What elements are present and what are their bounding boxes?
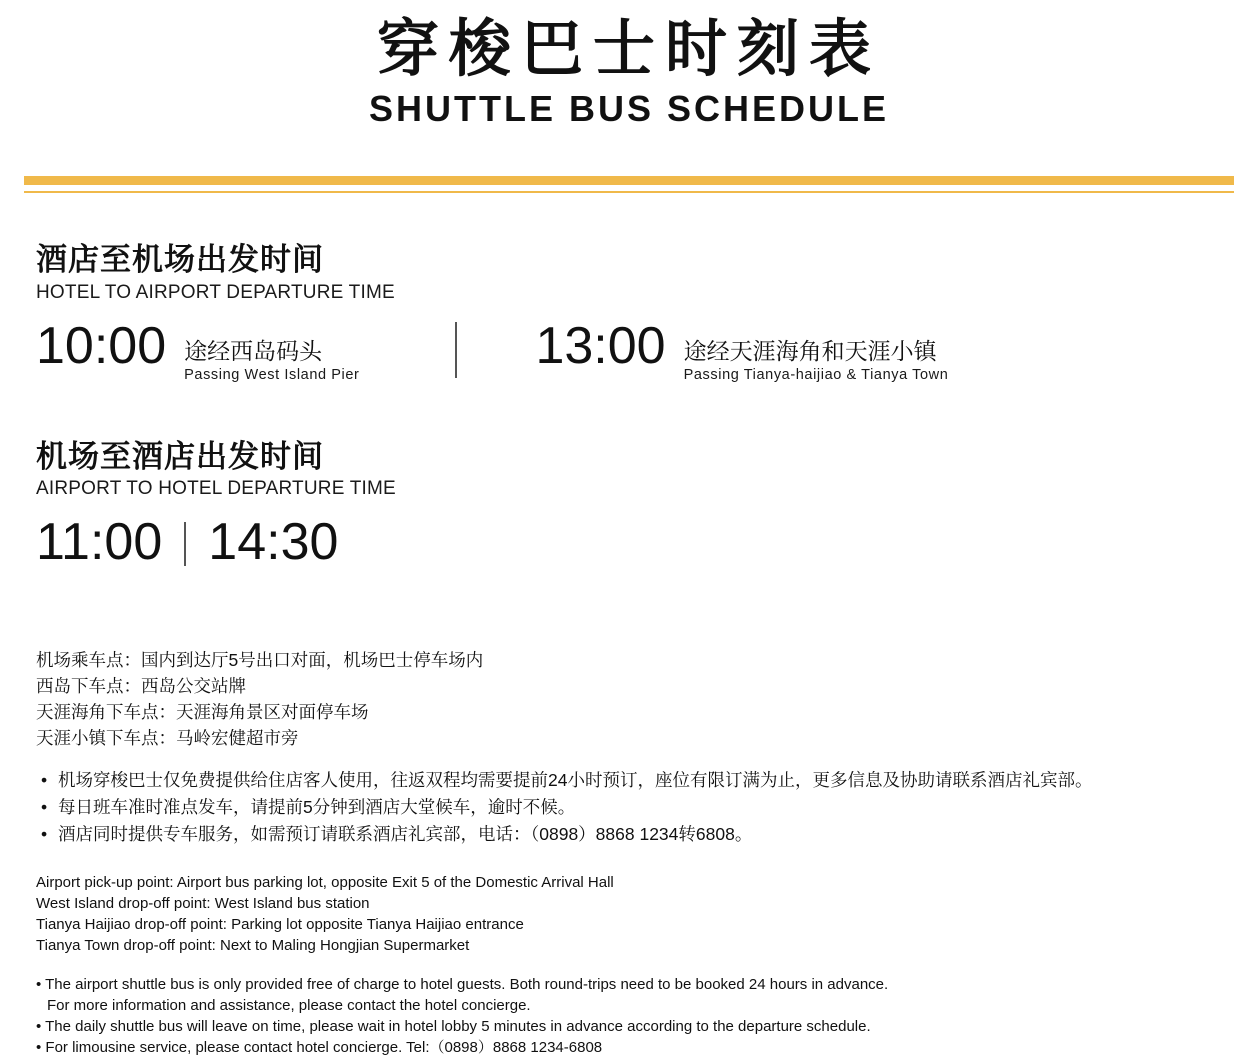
pickup-point-line-en: West Island drop-off point: West Island bus station bbox=[36, 895, 370, 913]
section-airport-to-hotel bbox=[36, 438, 1222, 575]
pickup-point-line-en: Tianya Town drop-off point: Next to Maling Hongjian Supermarket bbox=[36, 937, 470, 955]
vertical-separator bbox=[455, 322, 457, 378]
pickup-point-line: 天涯小镇下车点：马岭宏健超市旁 bbox=[36, 728, 299, 749]
departure-time: 14:30 bbox=[208, 513, 339, 572]
note-en-text: • The airport shuttle bus is only provided free of charge to hotel guests. Both round-trips need to be booked 24 hours in advance. bbox=[36, 976, 889, 994]
notes-en-list bbox=[36, 974, 1222, 1058]
info-block bbox=[36, 647, 1222, 1058]
divider-thick-rule bbox=[24, 176, 1234, 185]
pickup-point-line-en: Airport pick-up point: Airport bus parking lot, opposite Exit 5 of the Domestic Arrival Hall bbox=[36, 874, 614, 892]
divider bbox=[24, 176, 1234, 193]
pickup-points-en bbox=[36, 872, 1222, 956]
note-cn-text: 机场穿梭巴士仅免费提供给住店客人使用，往返双程均需要提前24小时预订，座位有限订满为止，更多信息及协助请联系酒店礼宾部。 bbox=[58, 770, 1093, 791]
note-cn-item bbox=[36, 767, 1222, 794]
departure-time: 11:00 bbox=[36, 513, 163, 572]
note-cn-item bbox=[36, 821, 1222, 848]
departure-times-row bbox=[36, 510, 1222, 575]
page-header bbox=[0, 0, 1258, 130]
pickup-point-line: 西岛下车点：西岛公交站牌 bbox=[36, 676, 246, 697]
departure-note bbox=[684, 338, 949, 384]
departure-note bbox=[184, 338, 359, 384]
departure-note-en: Passing West Island Pier bbox=[184, 366, 360, 383]
note-en-text: • The daily shuttle bus will leave on time, please wait in hotel lobby 5 minutes in advance according to the departure schedule. bbox=[36, 1018, 871, 1036]
vertical-separator bbox=[184, 522, 186, 566]
pickup-point-line: 天涯海角下车点：天涯海角景区对面停车场 bbox=[36, 702, 369, 723]
departure-note-cn: 途经西岛码头 bbox=[184, 337, 323, 364]
pickup-point-line: 机场乘车点：国内到达厅5号出口对面，机场巴士停车场内 bbox=[36, 650, 484, 671]
page-title-cn: 穿梭巴士时刻表 bbox=[376, 15, 881, 84]
note-cn-text: 每日班车准时准点发车，请提前5分钟到酒店大堂候车，逾时不候。 bbox=[58, 797, 576, 818]
bullet-marker-icon: • bbox=[41, 797, 48, 818]
departure-time: 13:00 bbox=[535, 316, 666, 375]
section-hotel-to-airport bbox=[36, 241, 1222, 387]
departure-times-row bbox=[36, 314, 1222, 388]
departure-note-en: Passing Tianya-haijiao & Tianya Town bbox=[683, 366, 949, 383]
pickup-points-cn bbox=[36, 647, 1222, 751]
section-heading-cn: 酒店至机场出发时间 bbox=[36, 242, 324, 278]
note-en-text-continued: For more information and assistance, please contact the hotel concierge. bbox=[47, 997, 531, 1015]
note-cn-text: 酒店同时提供专车服务，如需预订请联系酒店礼宾部，电话：（0898）8868 1234转6808。 bbox=[58, 824, 753, 845]
departure-entry bbox=[36, 314, 359, 388]
note-en-text: • For limousine service, please contact hotel concierge. Tel:（0898）8868 1234-6808 bbox=[36, 1039, 603, 1057]
departure-time: 10:00 bbox=[36, 316, 167, 375]
section-heading-en: HOTEL TO AIRPORT DEPARTURE TIME bbox=[36, 282, 395, 304]
divider-thin-rule bbox=[24, 191, 1234, 193]
page-title-en: SHUTTLE BUS SCHEDULE bbox=[368, 88, 890, 130]
bullet-marker-icon: • bbox=[41, 770, 48, 791]
departure-entry bbox=[535, 314, 948, 388]
note-cn-item bbox=[36, 794, 1222, 821]
section-heading-en: AIRPORT TO HOTEL DEPARTURE TIME bbox=[36, 478, 396, 500]
notes-cn-list bbox=[36, 767, 1222, 848]
section-heading-cn: 机场至酒店出发时间 bbox=[36, 438, 324, 474]
bullet-marker-icon: • bbox=[41, 824, 48, 845]
departure-entry bbox=[36, 510, 162, 575]
pickup-point-line-en: Tianya Haijiao drop-off point: Parking lot opposite Tianya Haijiao entrance bbox=[36, 916, 524, 934]
departure-entry bbox=[208, 510, 338, 575]
departure-note-cn: 途经天涯海角和天涯小镇 bbox=[683, 337, 937, 364]
